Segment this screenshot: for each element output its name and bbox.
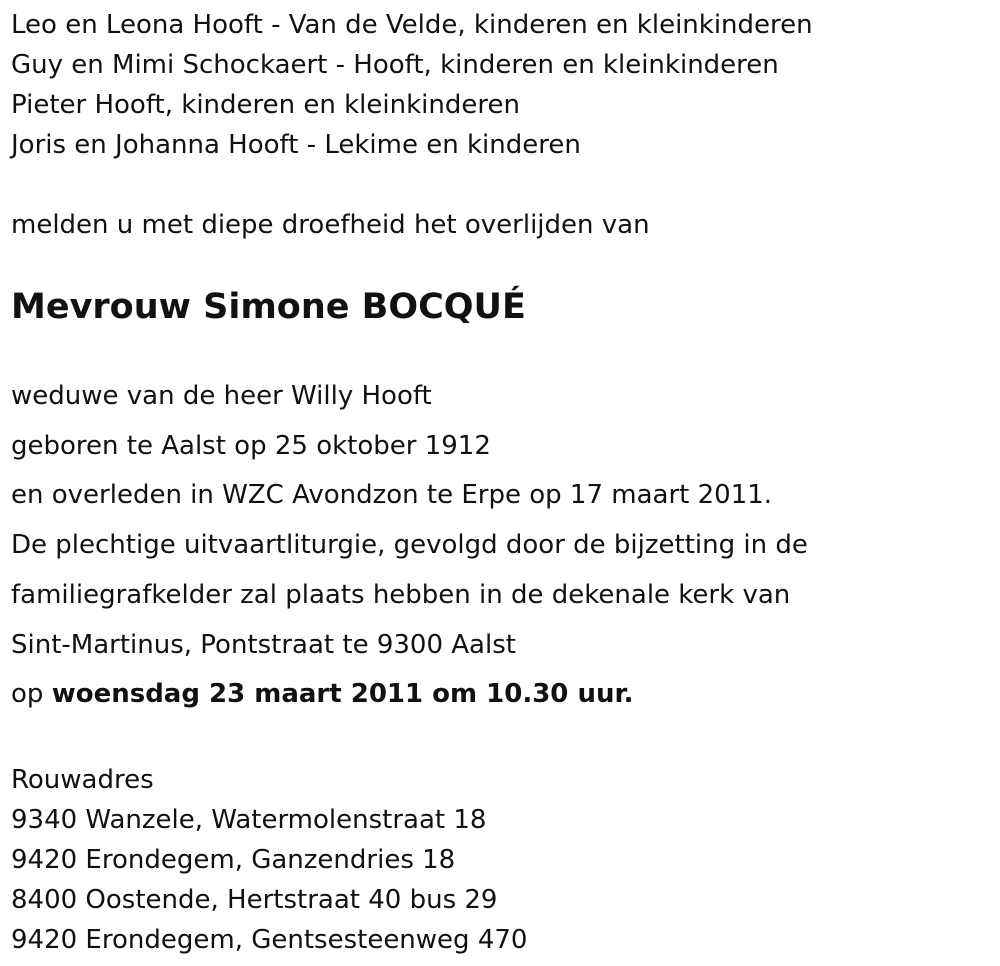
detail-line: familiegrafkelder zal plaats hebben in de dekenale kerk van	[11, 579, 791, 610]
address-line: 9340 Wanzele, Watermolenstraat 18	[11, 804, 487, 835]
family-line: Pieter Hooft, kinderen en kleinkinderen	[11, 90, 520, 120]
detail-line: geboren te Aalst op 25 oktober 1912	[11, 430, 491, 461]
service-datetime-line	[11, 670, 991, 720]
service-prefix: op	[11, 679, 44, 710]
details-block	[11, 372, 991, 720]
announcement-intro: melden u met diepe droefheid het overlijden van	[11, 210, 650, 240]
address-line: 8400 Oostende, Hertstraat 40 bus 29	[11, 884, 498, 915]
family-line: Leo en Leona Hooft - Van de Velde, kinderen en kleinkinderen	[11, 10, 813, 40]
detail-line: Sint-Martinus, Pontstraat te 9300 Aalst	[11, 629, 516, 660]
detail-line: en overleden in WZC Avondzon te Erpe op 17 maart 2011.	[11, 480, 773, 511]
address-heading: Rouwadres	[11, 764, 154, 795]
death-notice	[11, 0, 991, 960]
family-line: Joris en Johanna Hooft - Lekime en kinderen	[11, 130, 581, 160]
detail-line: weduwe van de heer Willy Hooft	[11, 381, 432, 411]
address-block	[11, 760, 991, 960]
address-line: 9420 Erondegem, Gentsesteenweg 470	[11, 924, 528, 955]
deceased-name: Mevrouw Simone BOCQUÉ	[11, 287, 526, 327]
address-line: 9420 Erondegem, Ganzendries 18	[11, 844, 456, 875]
family-line: Guy en Mimi Schockaert - Hooft, kinderen en kleinkinderen	[11, 50, 779, 80]
service-datetime: woensdag 23 maart 2011 om 10.30 uur.	[51, 679, 634, 710]
family-list	[11, 5, 991, 165]
detail-line: De plechtige uitvaartliturgie, gevolgd door de bijzetting in de	[11, 530, 808, 561]
